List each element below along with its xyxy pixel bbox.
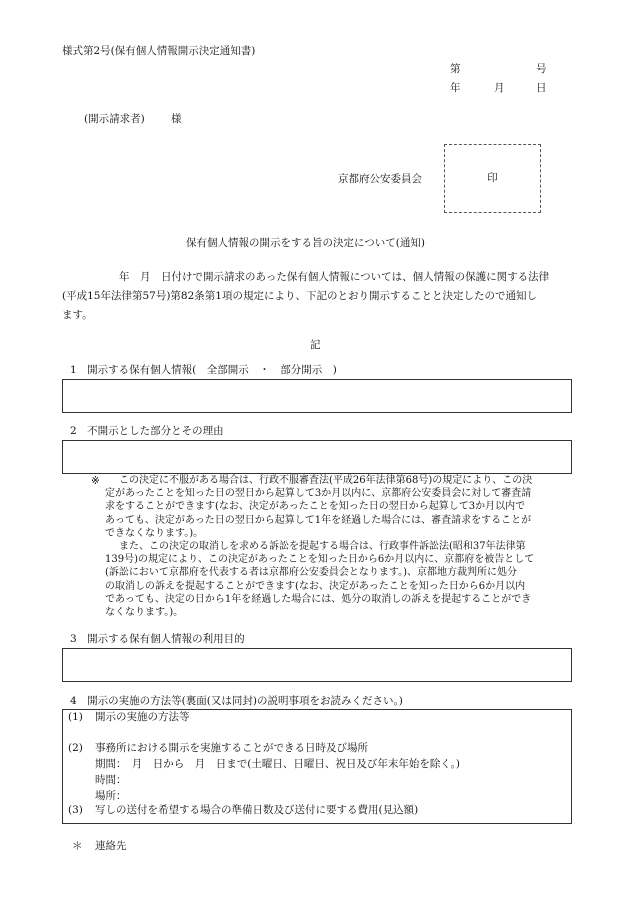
item2-number: (2) <box>68 742 83 754</box>
date-year: 年 <box>450 82 461 94</box>
note-text <box>105 474 575 619</box>
item1-number: (1) <box>68 711 83 723</box>
requester-label: (開示請求者) <box>84 113 145 125</box>
ki-marker: 記 <box>310 339 321 351</box>
doc-number-suffix: 号 <box>536 63 547 75</box>
note-p2-line: の取消しの訴えを提起することができます(なお、決定があったことを知った日から6か月以内 <box>105 580 526 592</box>
note-mark: ※ <box>91 475 100 487</box>
notice-title: 保有個人情報の開示をする旨の決定について(通知) <box>186 237 425 249</box>
section2-label: 2 不開示とした部分とその理由 <box>70 425 224 437</box>
section3-label: 3 開示する保有個人情報の利用目的 <box>70 633 245 645</box>
item1-text: 開示の実施の方法等 <box>95 711 190 723</box>
section4-label: 4 開示の実施の方法等(裏面(又は同封)の説明事項をお読みください。) <box>70 695 403 707</box>
item2-text: 事務所における開示を実施することができる日時及び場所 <box>95 742 368 754</box>
note-p1-line: 定があったことを知った日の翌日から起算して3か月以内に、京都府公安委員会に対して審査請 <box>105 488 532 500</box>
note-p1-line: この決定に不服がある場合は、行政不服審査法(平成26年法律第68号)の規定により、この決 <box>119 475 533 486</box>
item3-text: 写しの送付を希望する場合の準備日数及び送付に要する費用(見込額) <box>95 804 419 816</box>
note-p2-line: なくなります。)。 <box>105 607 184 619</box>
intro-line-2: (平成15年法律第57号)第82条第1項の規定により、下記のとおり開示することと決定したので通知し <box>62 290 537 302</box>
section1-label: 1 開示する保有個人情報( 全部開示 ・ 部分開示 ) <box>70 364 337 376</box>
contact-label: 連絡先 <box>95 840 127 852</box>
item2-period: 期間： 月 日から 月 日まで(土曜日、日曜日、祝日及び年末年始を除く。) <box>95 758 460 770</box>
item2-time: 時間： <box>95 774 127 786</box>
note-p2-line: また、この決定の取消しを求める訴訟を提起する場合は、行政事件訴訟法(昭和37年法律第 <box>119 541 526 553</box>
contact-mark: ＊ <box>72 840 83 852</box>
section1-box <box>62 379 572 413</box>
section2-box <box>62 440 572 474</box>
requester-honorific: 様 <box>171 113 182 125</box>
note-p2-line: であっても、決定の日から1年を経過した場合には、処分の取消しの訴えを提起することができ <box>105 593 532 605</box>
note-p1-line: 求をすることができます(なお、決定があったことを知った日の翌日から起算して3か月以内で <box>105 501 526 513</box>
item2-place: 場所： <box>95 790 127 802</box>
form-number: 様式第2号(保有個人情報開示決定通知書) <box>62 45 256 57</box>
section3-box <box>62 648 572 682</box>
note-p2-line: (訴訟において京都府を代表する者は京都府公安委員会となります。)、京都地方裁判所に処分 <box>105 567 518 579</box>
note-p1-line: できなくなります。)。 <box>105 527 204 539</box>
note-p1-line: あっても、決定があった日の翌日から起算して1年を経過した場合には、審査請求をすることが <box>105 514 532 526</box>
intro-line-1: 年 月 日付けで開示請求のあった保有個人情報については、個人情報の保護に関する法律 <box>119 271 550 283</box>
issuer-name: 京都府公安委員会 <box>338 173 422 185</box>
seal-box <box>444 144 541 213</box>
seal-label: 印 <box>487 171 498 184</box>
item3-number: (3) <box>68 804 83 816</box>
intro-line-3: ます。 <box>62 309 93 321</box>
doc-number-prefix: 第 <box>450 63 461 75</box>
date-day: 日 <box>536 82 547 94</box>
note-p2-line: 139号)の規定により、この決定があったことを知った日から6か月以内に、京都府を被告として <box>105 554 535 566</box>
date-month: 月 <box>494 82 505 94</box>
